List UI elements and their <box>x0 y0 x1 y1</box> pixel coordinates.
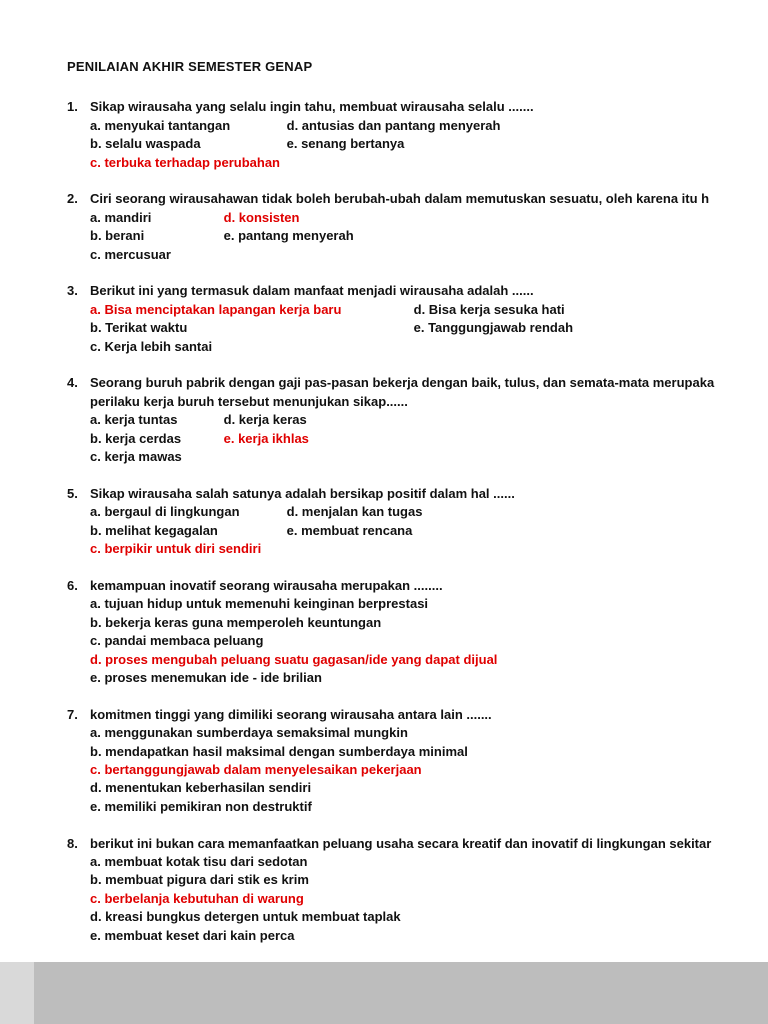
option-1e: e. senang bertanya <box>286 136 405 152</box>
question-5 <box>67 485 768 559</box>
question-6-number: 6. <box>67 577 78 593</box>
question-4-text-line1: Seorang buruh pabrik dengan gaji pas-pasan bekerja dengan baik, tulus, dan semata-mata merupaka <box>90 375 715 391</box>
option-5b: b. melihat kegagalan <box>90 522 218 538</box>
option-row <box>90 301 768 319</box>
option-row <box>90 724 768 742</box>
option-row <box>90 246 768 264</box>
option-5e: e. membuat rencana <box>286 522 413 538</box>
question-1 <box>67 98 768 172</box>
question-8-text: berikut ini bukan cara memanfaatkan peluang usaha secara kreatif dan inovatif di lingkungan sekitar <box>90 835 712 851</box>
option-4e-answer: e. kerja ikhlas <box>223 430 309 446</box>
option-1c-answer: c. terbuka terhadap perubahan <box>90 154 280 170</box>
option-3c: c. Kerja lebih santai <box>90 338 213 354</box>
option-7e: e. memiliki pemikiran non destruktif <box>90 798 312 814</box>
option-row <box>90 798 768 816</box>
option-6c: c. pandai membaca peluang <box>90 633 264 649</box>
option-row <box>90 743 768 761</box>
option-4c: c. kerja mawas <box>90 449 182 465</box>
option-3b: b. Terikat waktu <box>90 320 188 336</box>
option-8b: b. membuat pigura dari stik es krim <box>90 872 309 888</box>
option-2a: a. mandiri <box>90 209 152 225</box>
option-row <box>90 540 768 558</box>
question-3-number: 3. <box>67 283 78 299</box>
question-6-text: kemampuan inovatif seorang wirausaha merupakan ........ <box>90 577 443 593</box>
question-2-text: Ciri seorang wirausahawan tidak boleh berubah-ubah dalam memutuskan sesuatu, oleh karena itu h <box>90 191 710 207</box>
viewer-background <box>0 962 768 1024</box>
option-row <box>90 890 768 908</box>
option-7c-answer: c. bertanggungjawab dalam menyelesaikan pekerjaan <box>90 761 422 777</box>
question-5-text: Sikap wirausaha salah satunya adalah bersikap positif dalam hal ...... <box>90 485 515 501</box>
option-5c-answer: c. berpikir untuk diri sendiri <box>90 541 262 557</box>
question-7-text: komitmen tinggi yang dimiliki seorang wirausaha antara lain ....... <box>90 706 492 722</box>
option-2d-answer: d. konsisten <box>223 209 300 225</box>
question-5-number: 5. <box>67 485 78 501</box>
question-2 <box>67 190 768 264</box>
option-row <box>90 154 768 172</box>
question-7 <box>67 706 768 816</box>
option-4b: b. kerja cerdas <box>90 430 182 446</box>
option-5d: d. menjalan kan tugas <box>286 504 423 520</box>
option-row <box>90 430 768 448</box>
option-2c: c. mercusuar <box>90 246 171 262</box>
option-row <box>90 522 768 540</box>
option-8d: d. kreasi bungkus detergen untuk membuat taplak <box>90 909 401 925</box>
option-row <box>90 209 768 227</box>
question-6 <box>67 577 768 687</box>
option-8a: a. membuat kotak tisu dari sedotan <box>90 853 308 869</box>
question-8-number: 8. <box>67 835 78 851</box>
question-1-number: 1. <box>67 99 78 115</box>
option-row <box>90 135 768 153</box>
option-row <box>90 319 768 337</box>
option-row <box>90 503 768 521</box>
option-row <box>90 411 768 429</box>
option-row <box>90 595 768 613</box>
question-8 <box>67 835 768 945</box>
option-row <box>90 117 768 135</box>
option-row <box>90 871 768 889</box>
exam-title: PENILAIAN AKHIR SEMESTER GENAP <box>67 59 313 74</box>
question-1-text: Sikap wirausaha yang selalu ingin tahu, membuat wirausaha selalu ....... <box>90 99 534 115</box>
option-5a: a. bergaul di lingkungan <box>90 504 240 520</box>
question-2-number: 2. <box>67 191 78 207</box>
option-row <box>90 669 768 687</box>
option-6d-answer: d. proses mengubah peluang suatu gagasan/ide yang dapat dijual <box>90 651 498 667</box>
option-row <box>90 338 768 356</box>
option-row <box>90 632 768 650</box>
option-row <box>90 908 768 926</box>
option-row <box>90 651 768 669</box>
option-row <box>90 614 768 632</box>
option-2b: b. berani <box>90 228 145 244</box>
option-6e: e. proses menemukan ide - ide brilian <box>90 669 322 685</box>
option-row <box>90 853 768 871</box>
option-8e: e. membuat keset dari kain perca <box>90 927 295 943</box>
option-3a-answer: a. Bisa menciptakan lapangan kerja baru <box>90 301 342 317</box>
question-4-text-line2: perilaku kerja buruh tersebut menunjukan sikap...... <box>90 393 408 409</box>
option-7d: d. menentukan keberhasilan sendiri <box>90 780 312 796</box>
option-1d: d. antusias dan pantang menyerah <box>286 117 501 133</box>
option-row <box>90 448 768 466</box>
question-4 <box>67 374 768 466</box>
option-row <box>90 761 768 779</box>
option-8c-answer: c. berbelanja kebutuhan di warung <box>90 890 304 906</box>
option-1b: b. selalu waspada <box>90 136 201 152</box>
option-6a: a. tujuan hidup untuk memenuhi keinginan berprestasi <box>90 596 429 612</box>
option-row <box>90 227 768 245</box>
question-3 <box>67 282 768 356</box>
option-7b: b. mendapatkan hasil maksimal dengan sumberdaya minimal <box>90 743 468 759</box>
option-7a: a. menggunakan sumberdaya semaksimal mungkin <box>90 725 408 741</box>
option-row <box>90 927 768 945</box>
option-4d: d. kerja keras <box>223 412 307 428</box>
question-4-number: 4. <box>67 375 78 391</box>
option-1a: a. menyukai tantangan <box>90 117 231 133</box>
option-4a: a. kerja tuntas <box>90 412 178 428</box>
option-3e: e. Tanggungjawab rendah <box>413 320 574 336</box>
question-3-text: Berikut ini yang termasuk dalam manfaat menjadi wirausaha adalah ...... <box>90 283 534 299</box>
option-6b: b. bekerja keras guna memperoleh keuntungan <box>90 614 382 630</box>
viewer-background-strip <box>0 962 34 1024</box>
question-7-number: 7. <box>67 706 78 722</box>
option-3d: d. Bisa kerja sesuka hati <box>413 301 565 317</box>
option-2e: e. pantang menyerah <box>223 228 354 244</box>
option-row <box>90 779 768 797</box>
